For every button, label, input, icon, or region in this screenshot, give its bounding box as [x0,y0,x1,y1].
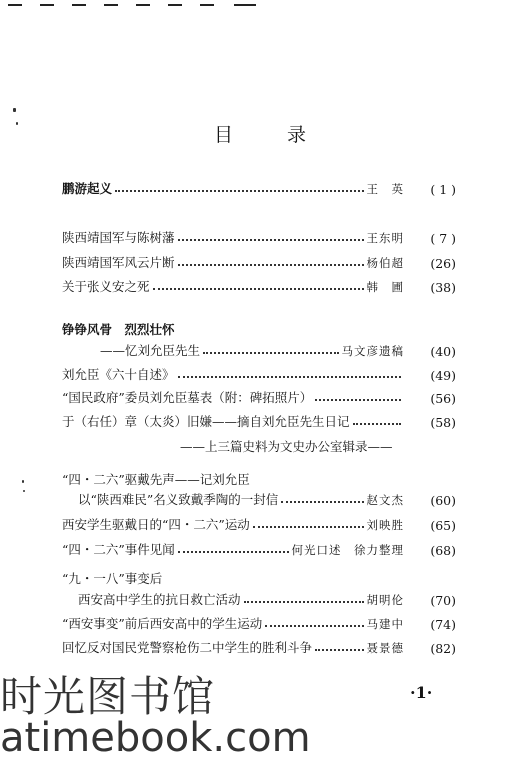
toc-entry-page: (70) [430,593,456,608]
toc-entry-title: 陕西靖国军与陈树藩 [62,230,175,245]
watermark-chinese: 时光图书馆 [0,672,216,721]
section-heading: 铮铮风骨 烈烈壮怀 [62,322,175,337]
watermark-url: atimebook.com [0,715,311,761]
toc-entry-title: “四・二六”驱戴先声——记刘允臣 [62,472,250,487]
leader-dots [153,288,364,290]
leader-dots [178,376,401,378]
toc-entry [62,412,456,430]
toc-entry-author: 赵文杰 [366,493,404,507]
leader-dots [315,399,401,401]
top-dash-row [0,0,290,10]
compilation-note: ——上三篇史料为文史办公室辑录—— [180,439,393,454]
toc-entry-title: 陕西靖国军风云片断 [62,255,175,270]
toc-entry-page: (49) [430,368,456,383]
toc-entry [62,253,456,271]
toc-entry-title: “国民政府”委员刘允臣墓表（附：碑拓照片） [62,390,313,405]
leader-dots [178,551,289,553]
toc-entry-title: 以“陕西难民”名义致戴季陶的一封信 [78,492,279,507]
toc-entry-author: 刘映胜 [366,518,404,532]
toc-entry [100,341,456,359]
toc-entry-author: 王 英 [366,182,404,196]
toc-entry-author: 杨伯超 [366,256,404,270]
scan-speck [13,108,16,112]
leader-dots [203,352,338,354]
toc-entry-page: (26) [430,256,456,271]
toc-entry-author: 王东明 [366,231,404,245]
toc-entry [78,490,456,508]
toc-entry-author: 韩 圃 [366,280,404,294]
toc-entry-title: 于（右任）章（太炎）旧嫌——摘自刘允臣先生日记 [62,414,350,429]
toc-entry-page: (60) [430,493,456,508]
page-title [214,120,334,146]
toc-entry-title: 回忆反对国民党警察枪伤二中学生的胜利斗争 [62,640,313,655]
toc-entry [62,638,456,656]
toc-entry-page: (40) [430,344,456,359]
leader-dots [253,526,364,528]
toc-entry-page: (38) [430,280,456,295]
toc-entry [62,388,456,406]
leader-dots [281,501,363,503]
toc-entry-page: ( 7 ) [430,231,456,246]
toc-entry-title: 西安学生驱戴日的“四・二六”运动 [62,517,250,532]
toc-entry-author: 何光口述 徐力整理 [291,543,404,557]
leader-dots [244,601,364,603]
toc-entry [78,590,456,608]
leader-dots [178,239,364,241]
toc-entry-title: 鹏游起义 [62,181,113,196]
title-char-2: 录 [287,124,307,146]
scan-speck [23,490,25,492]
toc-entry [62,515,456,533]
toc-entry-page: ( 1 ) [430,182,456,197]
scan-speck [22,480,24,483]
toc-entry-page: (56) [430,391,456,406]
leader-dots [315,649,363,651]
toc-entry-author: 马文彦遗稿 [341,344,404,358]
toc-entry-page: (82) [430,641,456,656]
toc-entry-author: 马建中 [366,617,404,631]
leader-dots [178,264,364,266]
toc-entry-page: (74) [430,617,456,632]
toc-entry-title: 刘允臣《六十自述》 [62,367,175,382]
leader-dots [115,190,363,192]
page-number: ·1· [410,683,433,702]
title-char-1: 目 [214,124,234,146]
leader-dots [353,423,401,425]
toc-entry-title: “西安事变”前后西安高中的学生运动 [62,616,263,631]
toc-entry [62,365,456,383]
toc-entry [62,277,456,295]
toc-entry-title: “九・一八”事变后 [62,571,163,586]
toc-entry-title: 关于张义安之死 [62,279,150,294]
toc-entry-title: “四・二六”事件见闻 [62,542,175,557]
toc-entry [62,228,456,246]
scan-speck [16,122,18,125]
toc-entry-page: (65) [430,518,456,533]
toc-entry-page: (58) [430,415,456,430]
leader-dots [265,625,363,627]
toc-entry-title: ——忆刘允臣先生 [100,343,201,358]
toc-entry [62,540,456,558]
toc-entry [62,179,456,197]
toc-entry [62,614,456,632]
toc-entry-author: 聂景德 [366,641,404,655]
toc-entry-author: 胡明伦 [366,593,404,607]
toc-entry-title: 西安高中学生的抗日救亡活动 [78,592,241,607]
toc-entry-page: (68) [430,543,456,558]
